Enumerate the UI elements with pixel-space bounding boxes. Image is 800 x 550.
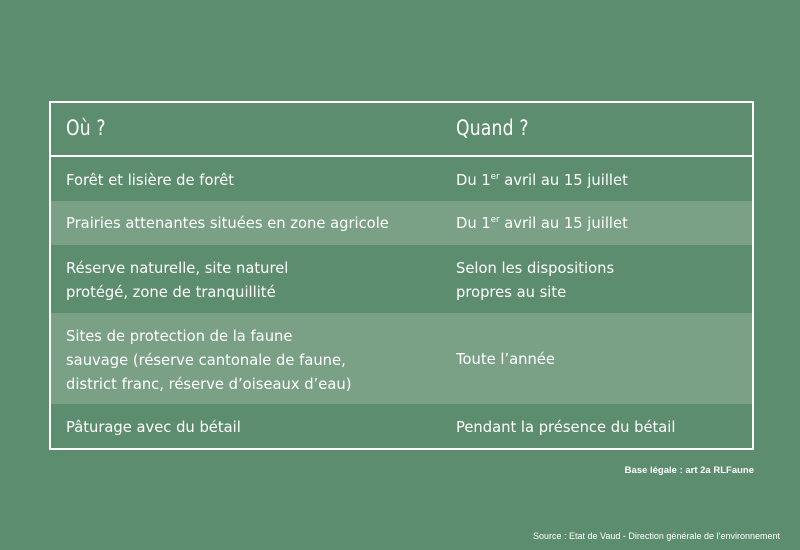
cell-when [456,168,628,192]
cell-where-line: Réserve naturelle, site naturel [66,259,289,277]
restrictions-table [49,101,754,450]
cell-where-line: Pâturage avec du bétail [66,418,241,436]
header-where: Où ? [66,116,106,140]
legal-basis-note: Base légale : art 2a RLFaune [624,465,754,476]
source-credit: Source : Etat de Vaud - Direction générale de l’environnement [533,531,780,541]
table-row-meadows [51,201,752,245]
ordinal-superscript: er [490,215,500,225]
cell-where-line: protégé, zone de tranquillité [66,283,276,301]
cell-where-line: sauvage (réserve cantonale de faune, [66,351,346,369]
cell-where [66,211,389,235]
cell-where [66,256,288,304]
cell-when-text: avril au 15 juillet [499,214,628,232]
cell-where-line: Forêt et lisière de forêt [66,171,235,189]
table-row-wildlife [51,313,752,404]
cell-when [456,211,628,235]
cell-where [66,415,241,439]
cell-when [456,415,675,439]
cell-where [66,324,351,396]
cell-when-line: Selon les dispositions [456,259,615,277]
cell-when-text: avril au 15 juillet [499,171,628,189]
cell-when [456,347,555,371]
cell-when-line: Toute l’année [456,350,555,368]
table-header-row [51,103,752,157]
cell-where-line: Sites de protection de la faune [66,327,293,345]
table-row-reserve [51,245,752,313]
table-row-forest [51,157,752,201]
cell-when-text: Du 1 [456,171,491,189]
cell-where-line: Prairies attenantes situées en zone agricole [66,214,389,232]
table-row-pasture [51,404,752,448]
cell-when [456,256,614,304]
header-when: Quand ? [456,116,529,140]
cell-where [66,168,234,192]
cell-when-text: Du 1 [456,214,491,232]
ordinal-superscript: er [490,172,500,182]
cell-when-line: propres au site [456,283,567,301]
cell-where-line: district franc, réserve d’oiseaux d’eau) [66,375,352,393]
cell-when-line: Pendant la présence du bétail [456,418,676,436]
